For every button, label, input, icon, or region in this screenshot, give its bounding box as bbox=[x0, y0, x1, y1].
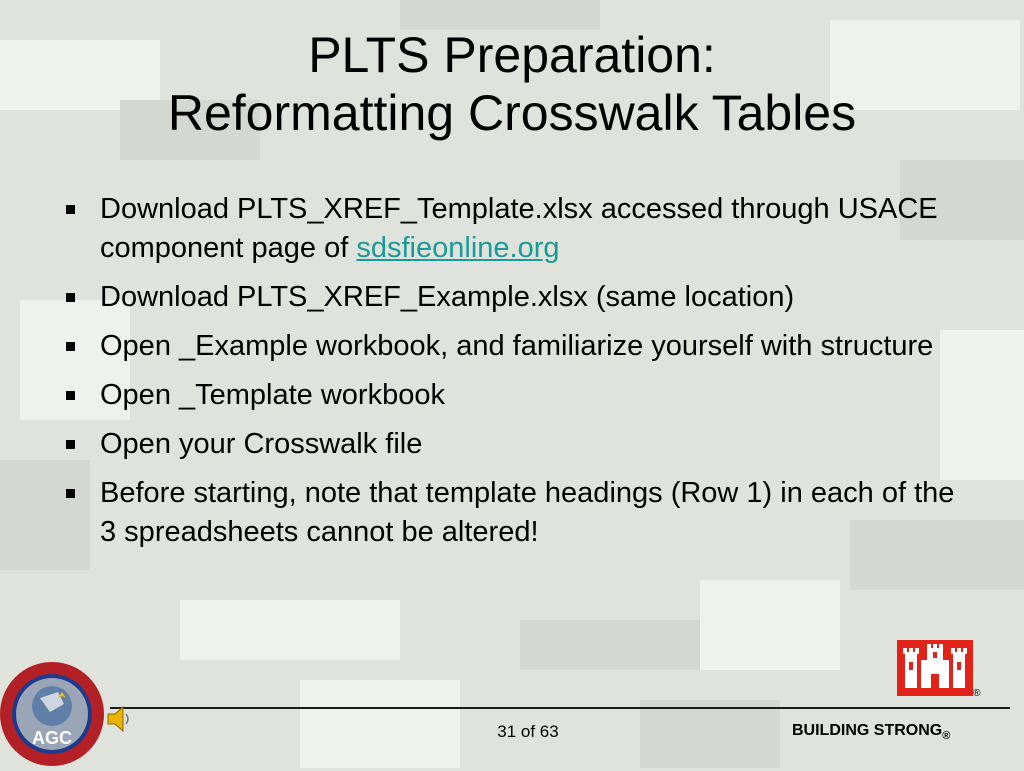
bullet-square-icon bbox=[66, 440, 75, 449]
page-number: 31 of 63 bbox=[497, 722, 559, 741]
agc-text: AGC bbox=[32, 728, 72, 748]
bullet-square-icon bbox=[66, 205, 75, 214]
building-strong-tagline bbox=[792, 722, 950, 742]
slide-title bbox=[0, 26, 1024, 142]
bullet-item bbox=[62, 278, 962, 317]
bullet-text: Download PLTS_XREF_Template.xlsx accessed through USACE component page of bbox=[100, 193, 938, 264]
bullet-text: Open _Template workbook bbox=[100, 379, 445, 411]
title-line-1: PLTS Preparation: bbox=[308, 27, 716, 83]
bullet-item bbox=[62, 425, 962, 464]
title-line-2: Reformatting Crosswalk Tables bbox=[167, 85, 857, 141]
bullet-text: Open your Crosswalk file bbox=[100, 428, 423, 460]
bullet-square-icon bbox=[66, 293, 75, 302]
bullet-square-icon bbox=[66, 489, 75, 498]
bullet-item bbox=[62, 190, 962, 268]
agc-seal bbox=[0, 662, 104, 766]
bullet-text: Open _Example workbook, and familiarize yourself with structure bbox=[100, 330, 934, 362]
bullet-item bbox=[62, 376, 962, 415]
footer-divider bbox=[110, 707, 1010, 709]
bullet-square-icon bbox=[66, 342, 75, 351]
tagline-text: BUILDING STRONG bbox=[792, 722, 943, 739]
tagline-registered-mark: ® bbox=[942, 730, 951, 743]
registered-mark: ® bbox=[973, 688, 981, 699]
speaker-icon[interactable] bbox=[106, 703, 132, 735]
bullet-square-icon bbox=[66, 391, 75, 400]
bullet-text: Download PLTS_XREF_Example.xlsx (same location) bbox=[100, 281, 795, 313]
usace-castle-icon bbox=[897, 640, 973, 696]
bullet-text: Before starting, note that template headings (Row 1) in each of the 3 spreadsheets cannot be altered! bbox=[100, 477, 955, 548]
bullet-item bbox=[62, 327, 962, 366]
bullet-item bbox=[62, 474, 962, 552]
sdsfieonline-link[interactable]: sdsfieonline.org bbox=[356, 232, 560, 264]
bullet-list bbox=[62, 190, 962, 562]
